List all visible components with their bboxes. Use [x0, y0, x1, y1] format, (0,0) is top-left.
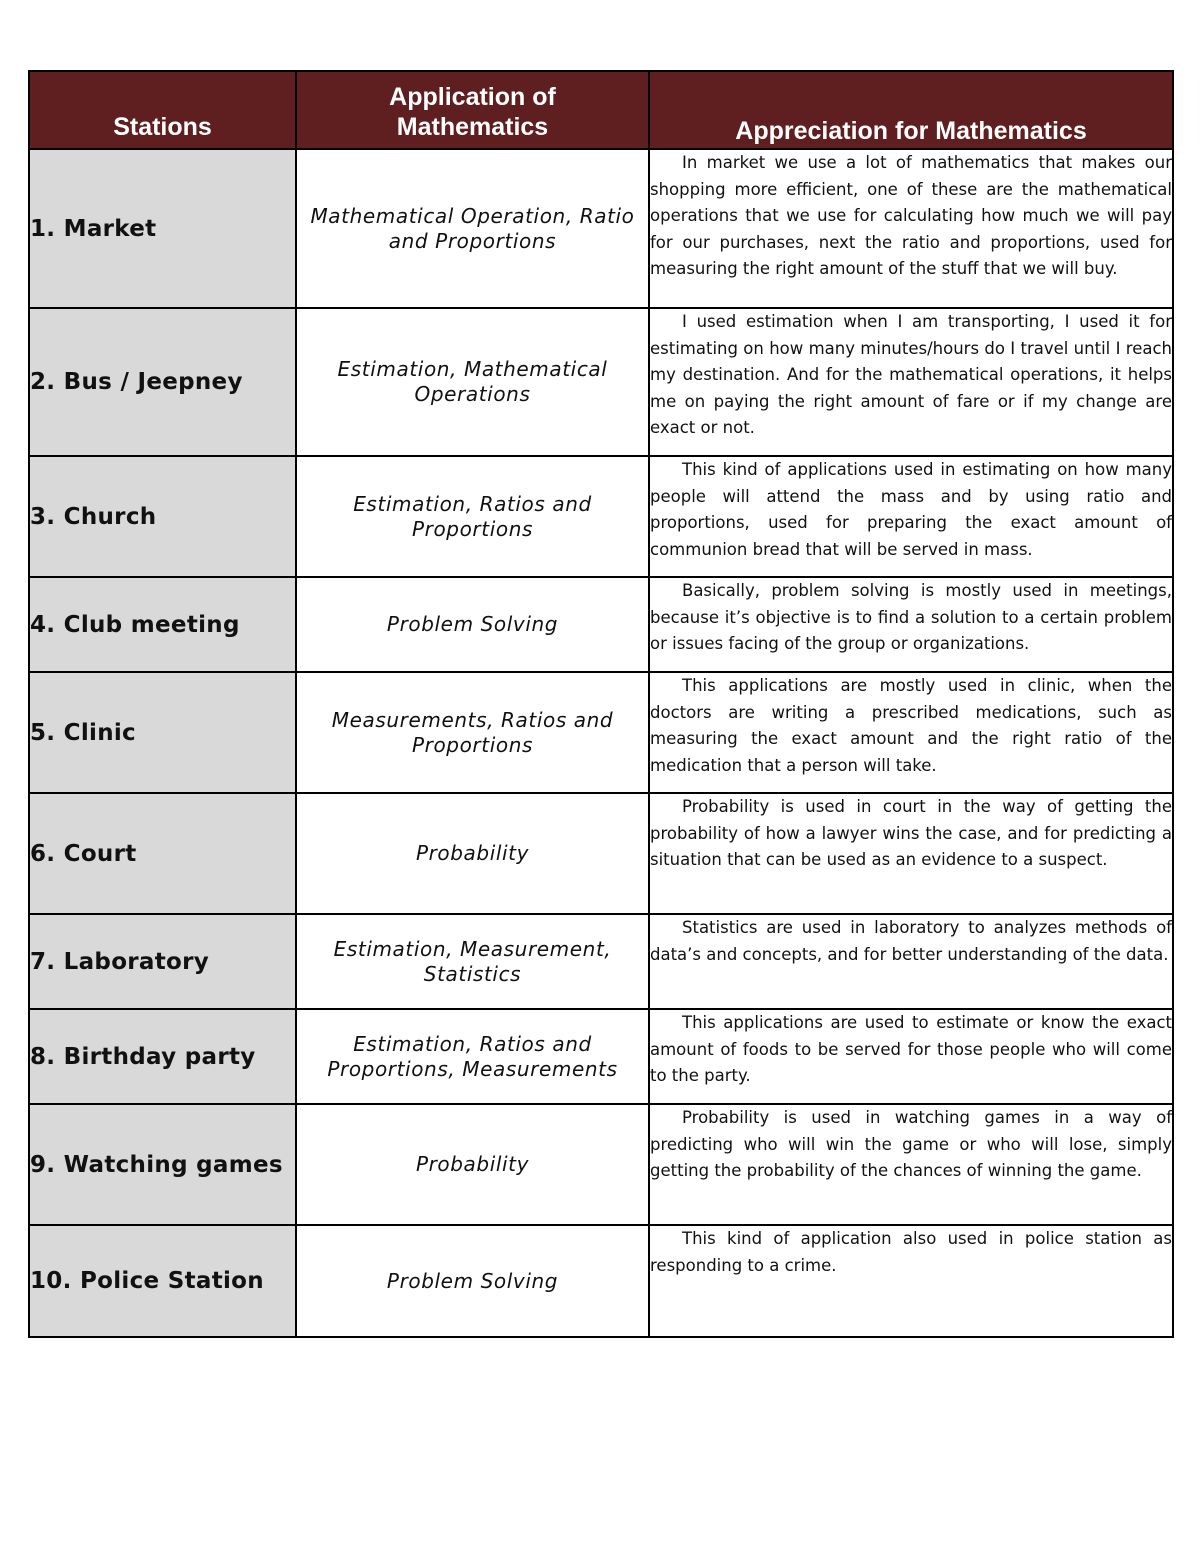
application-cell: Estimation, Measurement, Statistics — [296, 914, 649, 1009]
appreciation-cell: This applications are mostly used in clinic, when the doctors are writing a prescribed medications, such as measuring the exact amount and the right ratio of the medication that a person will take. — [649, 672, 1173, 793]
appreciation-cell: This kind of applications used in estimating on how many people will attend the mass and by using ratio and proportions, used for preparing the exact amount of communion bread that will be served in mass. — [649, 456, 1173, 577]
application-cell: Estimation, Ratios and Proportions — [296, 456, 649, 577]
station-cell: 10. Police Station — [29, 1225, 296, 1337]
application-cell: Problem Solving — [296, 577, 649, 672]
header-appreciation: Appreciation for Mathematics — [649, 71, 1173, 149]
application-cell: Measurements, Ratios and Proportions — [296, 672, 649, 793]
table-row — [29, 1225, 1173, 1337]
application-cell: Probability — [296, 793, 649, 914]
appreciation-cell: This applications are used to estimate or know the exact amount of foods to be served for those people who will come to the party. — [649, 1009, 1173, 1104]
appreciation-cell: This kind of application also used in police station as responding to a crime. — [649, 1225, 1173, 1337]
appreciation-cell: Probability is used in court in the way of getting the probability of how a lawyer wins the case, and for predicting a situation that can be used as an evidence to a suspect. — [649, 793, 1173, 914]
table-row — [29, 1104, 1173, 1225]
application-cell: Mathematical Operation, Ratio and Proportions — [296, 149, 649, 308]
station-cell: 2. Bus / Jeepney — [29, 308, 296, 456]
table-row — [29, 672, 1173, 793]
appreciation-cell: Basically, problem solving is mostly used in meetings, because it’s objective is to find a solution to a certain problem or issues facing of the group or organizations. — [649, 577, 1173, 672]
station-cell: 5. Clinic — [29, 672, 296, 793]
station-cell: 9. Watching games — [29, 1104, 296, 1225]
station-cell: 1. Market — [29, 149, 296, 308]
header-row — [29, 71, 1173, 149]
appreciation-cell: Probability is used in watching games in a way of predicting who will win the game or who will lose, simply getting the probability of the chances of winning the game. — [649, 1104, 1173, 1225]
header-application-line1: Application of — [389, 83, 556, 111]
table-row — [29, 149, 1173, 308]
stations-table — [28, 70, 1174, 1338]
table-row — [29, 577, 1173, 672]
station-cell: 3. Church — [29, 456, 296, 577]
station-cell: 6. Court — [29, 793, 296, 914]
appreciation-cell: I used estimation when I am transporting, I used it for estimating on how many minutes/hours do I travel until I reach my destination. And for the mathematical operations, it helps me on paying the right amount of fare or if my change are exact or not. — [649, 308, 1173, 456]
application-cell: Probability — [296, 1104, 649, 1225]
application-cell: Estimation, Mathematical Operations — [296, 308, 649, 456]
station-cell: 4. Club meeting — [29, 577, 296, 672]
appreciation-cell: In market we use a lot of mathematics that makes our shopping more efficient, one of these are the mathematical operations that we use for calculating how much we will pay for our purchases, next the ratio and proportions, used for measuring the right amount of the stuff that we will buy. — [649, 149, 1173, 308]
table-row — [29, 456, 1173, 577]
station-cell: 7. Laboratory — [29, 914, 296, 1009]
table-row — [29, 793, 1173, 914]
application-cell: Problem Solving — [296, 1225, 649, 1337]
table-row — [29, 914, 1173, 1009]
header-stations: Stations — [29, 71, 296, 149]
station-cell: 8. Birthday party — [29, 1009, 296, 1104]
header-application — [296, 71, 649, 149]
table-row — [29, 308, 1173, 456]
header-application-line2: Mathematics — [396, 113, 549, 141]
appreciation-cell: Statistics are used in laboratory to analyzes methods of data’s and concepts, and for better understanding of the data. — [649, 914, 1173, 1009]
table-row — [29, 1009, 1173, 1104]
application-cell: Estimation, Ratios and Proportions, Measurements — [296, 1009, 649, 1104]
